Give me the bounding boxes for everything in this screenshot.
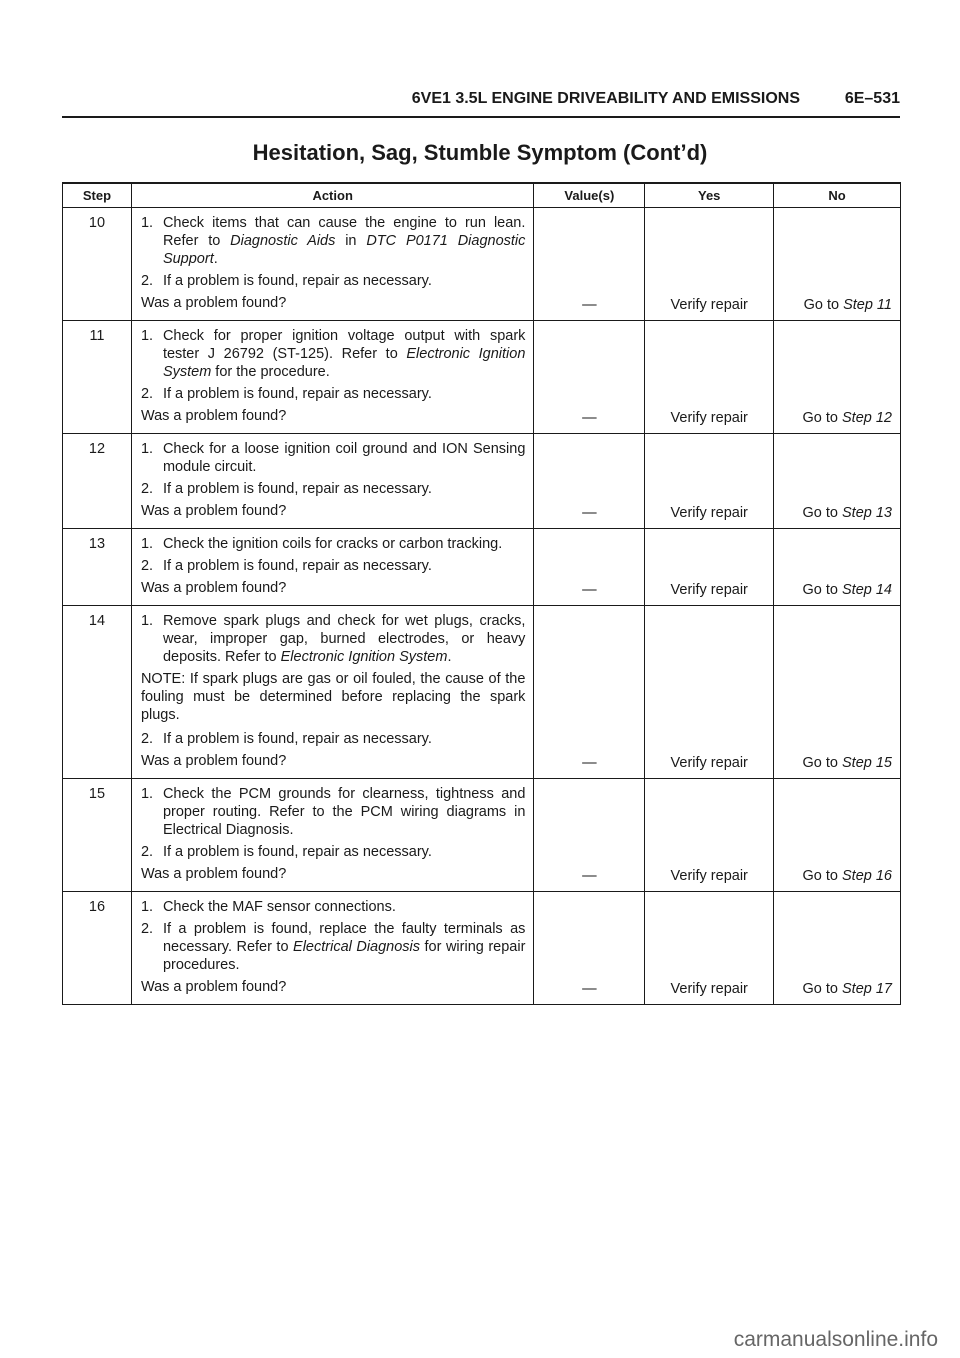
goto-step-link[interactable]: Step 12	[842, 410, 892, 426]
reference-text: Electronic Ignition System	[280, 649, 448, 665]
no-cell	[774, 606, 901, 779]
value-cell: —	[534, 892, 645, 1005]
item-text-segment: in	[335, 233, 367, 249]
no-cell	[774, 779, 901, 892]
item-number: 1.	[140, 899, 154, 915]
item-number: 1.	[140, 328, 154, 344]
action-cell	[131, 606, 533, 779]
item-text-segment: .	[213, 251, 218, 267]
document-title: Hesitation, Sag, Stumble Symptom (Cont’d)	[252, 140, 708, 165]
item-text-segment: .	[447, 649, 452, 665]
item-text	[163, 535, 525, 553]
item-text-segment: Check the MAF sensor connections.	[162, 899, 396, 915]
value-cell: —	[534, 529, 645, 606]
goto-prefix: Go to	[802, 582, 842, 598]
goto-prefix: Go to	[802, 410, 842, 426]
item-number: 2.	[140, 481, 154, 497]
yes-cell: Verify repair	[645, 434, 774, 529]
item-number: 2.	[140, 844, 154, 860]
item-number: 1.	[140, 215, 154, 231]
item-text	[163, 272, 525, 290]
table-row	[63, 779, 901, 892]
action-item	[141, 920, 525, 974]
item-text	[163, 843, 525, 861]
action-cell	[131, 321, 533, 434]
action-cell	[131, 529, 533, 606]
goto-prefix: Go to	[803, 297, 844, 313]
goto-step-link[interactable]: Step 14	[842, 582, 892, 598]
table-header-row	[63, 183, 901, 208]
reference-text: Electrical Diagnosis	[293, 939, 421, 955]
item-number: 1.	[140, 786, 154, 802]
item-text-segment: Check the ignition coils for cracks or carbon tracking.	[162, 536, 503, 552]
action-cell	[131, 779, 533, 892]
question-text: Was a problem found?	[140, 408, 287, 424]
item-number: 2.	[140, 731, 154, 747]
value-cell: —	[534, 606, 645, 779]
action-item	[141, 843, 525, 861]
value-cell: —	[534, 208, 645, 321]
item-number: 1.	[140, 536, 154, 552]
item-text-segment: Check for a loose ignition coil ground and ION Sensing module circuit.	[162, 441, 526, 475]
no-cell	[774, 434, 901, 529]
goto-prefix: Go to	[802, 505, 842, 521]
no-cell	[774, 529, 901, 606]
action-item	[141, 385, 525, 403]
item-text	[163, 920, 525, 974]
question-text: Was a problem found?	[140, 866, 287, 882]
value-cell: —	[534, 321, 645, 434]
action-cell	[131, 434, 533, 529]
action-item	[141, 730, 525, 748]
no-cell	[774, 321, 901, 434]
table-row	[63, 321, 901, 434]
header-step: Step	[63, 183, 132, 208]
reference-text: DTC P0171 Diagnostic Support	[162, 233, 526, 267]
value-cell: —	[534, 434, 645, 529]
no-cell	[774, 208, 901, 321]
yes-cell: Verify repair	[645, 321, 774, 434]
question-text: Was a problem found?	[140, 753, 287, 769]
item-text-segment: Remove spark plugs and check for wet plugs, cracks, wear, improper gap, burned electrodes, or heavy deposits. Refer to	[162, 613, 526, 665]
step-number: 14	[63, 606, 132, 779]
goto-step-link[interactable]: Step 16	[842, 868, 892, 884]
action-item	[141, 612, 525, 666]
item-text-segment: Check for proper ignition voltage output with spark tester J 26792 (ST-125). Refer to	[162, 328, 526, 362]
item-text	[163, 480, 525, 498]
item-text-segment: If a problem is found, repair as necessary.	[162, 386, 432, 402]
item-text-segment: If a problem is found, repair as necessary.	[162, 558, 432, 574]
step-number: 13	[63, 529, 132, 606]
item-text	[163, 385, 525, 403]
step-number: 12	[63, 434, 132, 529]
table-row	[63, 434, 901, 529]
question-text: Was a problem found?	[140, 503, 287, 519]
item-number: 1.	[140, 613, 154, 629]
reference-text: Electronic Ignition System	[162, 346, 526, 380]
item-text	[163, 557, 525, 575]
header-action: Action	[131, 183, 533, 208]
note-text: NOTE: If spark plugs are gas or oil fouled, the cause of the fouling must be determined before replacing the spark plugs.	[140, 671, 526, 723]
value-cell: —	[534, 779, 645, 892]
goto-prefix: Go to	[802, 755, 842, 771]
yes-cell: Verify repair	[645, 208, 774, 321]
step-number: 15	[63, 779, 132, 892]
item-text-segment: If a problem is found, repair as necessary.	[162, 844, 432, 860]
action-item	[141, 785, 525, 839]
yes-cell: Verify repair	[645, 606, 774, 779]
step-number: 11	[63, 321, 132, 434]
header-no: No	[774, 183, 901, 208]
action-cell	[131, 892, 533, 1005]
item-number: 1.	[140, 441, 154, 457]
section-title: 6VE1 3.5L ENGINE DRIVEABILITY AND EMISSIONS	[411, 90, 800, 107]
question-text: Was a problem found?	[140, 979, 287, 995]
goto-step-link[interactable]: Step 13	[842, 505, 892, 521]
item-text	[163, 440, 525, 476]
step-number: 10	[63, 208, 132, 321]
item-number: 2.	[140, 921, 154, 937]
item-text-segment: Check items that can cause the engine to run lean. Refer to	[162, 215, 526, 249]
action-item	[141, 480, 525, 498]
watermark: carmanualsonline.info	[733, 1328, 938, 1351]
action-item	[141, 214, 525, 268]
goto-step-link[interactable]: Step 11	[843, 297, 892, 313]
action-item	[141, 898, 525, 916]
item-text-segment: If a problem is found, repair as necessary.	[162, 731, 432, 747]
step-number: 16	[63, 892, 132, 1005]
item-text-segment: for the procedure.	[211, 364, 330, 380]
header-yes: Yes	[645, 183, 774, 208]
table-row	[63, 529, 901, 606]
item-text	[163, 730, 525, 748]
no-cell	[774, 892, 901, 1005]
table-row	[63, 892, 901, 1005]
item-text-segment: If a problem is found, repair as necessary.	[162, 481, 432, 497]
question-text: Was a problem found?	[140, 295, 287, 311]
item-number: 2.	[140, 386, 154, 402]
goto-step-link[interactable]: Step 17	[842, 981, 892, 997]
item-number: 2.	[140, 273, 154, 289]
goto-prefix: Go to	[802, 868, 842, 884]
header-values: Value(s)	[534, 183, 645, 208]
question-text: Was a problem found?	[140, 580, 287, 596]
item-text	[163, 785, 525, 839]
reference-text: Diagnostic Aids	[230, 233, 336, 249]
action-item	[141, 327, 525, 381]
action-item	[141, 557, 525, 575]
table-body	[63, 208, 901, 1005]
item-text	[163, 214, 525, 268]
item-text	[163, 898, 525, 916]
table-row	[63, 606, 901, 779]
item-text	[163, 612, 525, 666]
item-text-segment: for wiring repair procedures.	[162, 939, 526, 973]
action-cell	[131, 208, 533, 321]
diagnostic-table	[62, 182, 901, 1005]
page-header	[62, 90, 900, 118]
goto-step-link[interactable]: Step 15	[842, 755, 892, 771]
action-item	[141, 440, 525, 476]
action-item	[141, 272, 525, 290]
table-row	[63, 208, 901, 321]
page-number: 6E–531	[844, 90, 900, 107]
yes-cell: Verify repair	[645, 779, 774, 892]
action-item	[141, 535, 525, 553]
item-text-segment: If a problem is found, repair as necessary.	[162, 273, 432, 289]
item-text-segment: Check the PCM grounds for clearness, tightness and proper routing. Refer to the PCM wiring diagrams in Electrical Diagnosis.	[162, 786, 526, 838]
item-text-segment: If a problem is found, replace the faulty terminals as necessary. Refer to	[162, 921, 526, 955]
yes-cell: Verify repair	[645, 892, 774, 1005]
item-number: 2.	[140, 558, 154, 574]
item-text	[163, 327, 525, 381]
goto-prefix: Go to	[802, 981, 842, 997]
yes-cell: Verify repair	[645, 529, 774, 606]
